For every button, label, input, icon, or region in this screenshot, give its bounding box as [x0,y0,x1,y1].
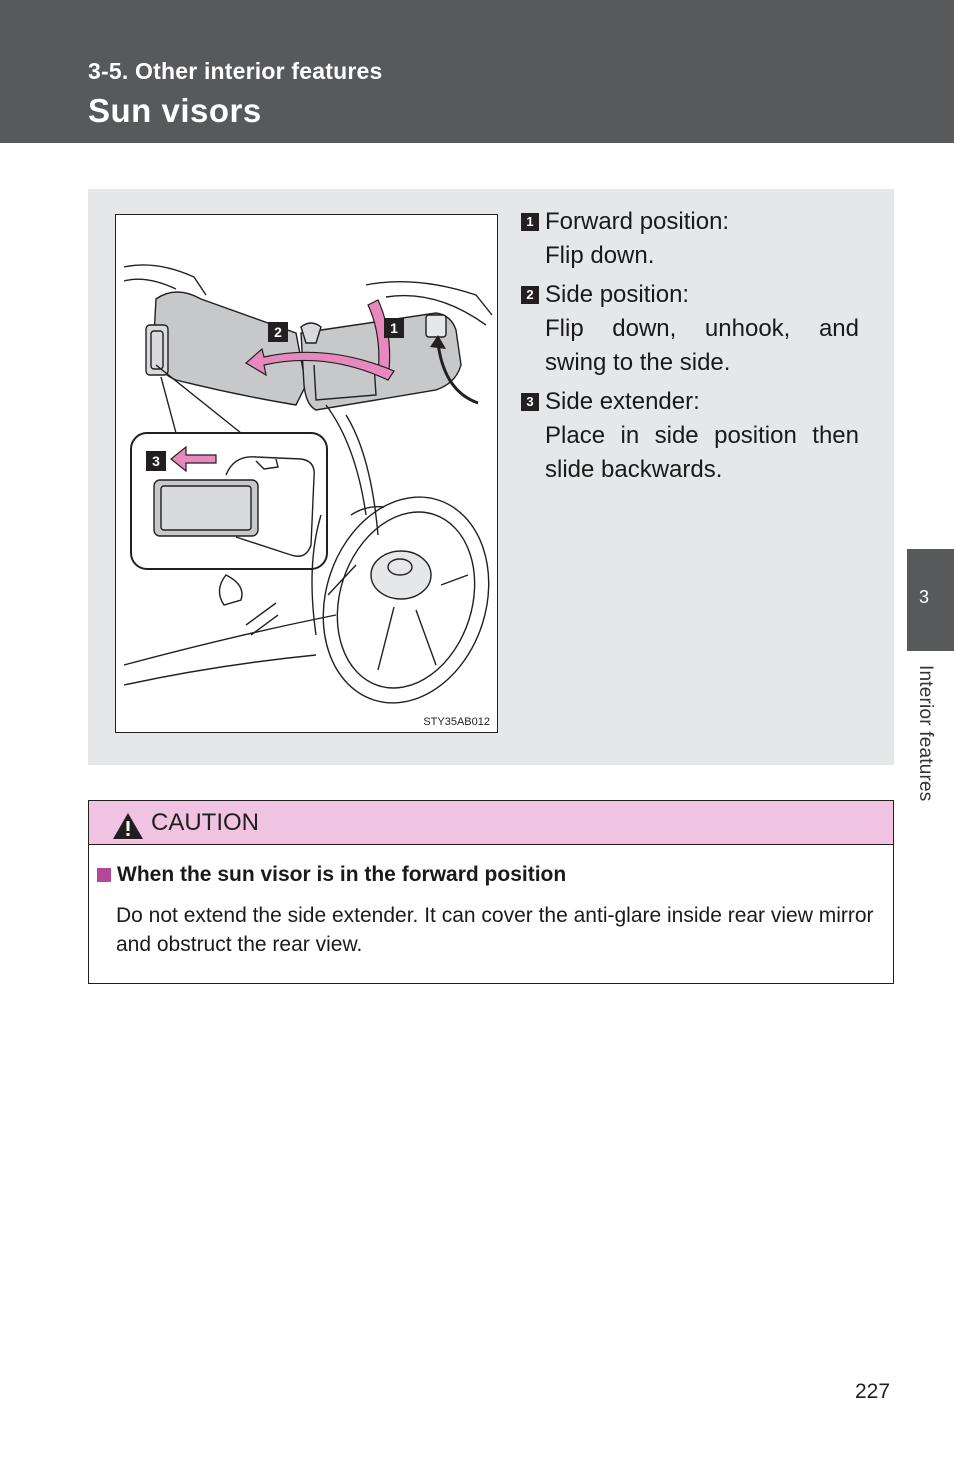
chapter-label: Interior features [915,665,936,802]
step-number-badge: 1 [521,213,539,231]
callout-2 [268,322,288,342]
chapter-number: 3 [918,587,929,607]
step-item [521,205,859,273]
step-body: Place in side position then slide backwards. [545,422,859,483]
svg-text:2: 2 [274,324,282,340]
car-interior-drawing [116,215,497,732]
page-title: Sun visors [88,92,262,129]
step-body: Flip down, unhook, and swing to the side. [545,315,859,376]
step-number-badge: 3 [521,393,539,411]
caution-label: CAUTION [151,809,259,836]
caution-box [88,800,894,984]
caution-subheading [97,863,566,887]
square-bullet-icon [97,868,111,882]
step-heading: Side position: [545,281,690,308]
steps-list [521,205,859,487]
page-number: 227 [855,1380,891,1403]
svg-text:3: 3 [152,453,160,469]
step-number-badge: 2 [521,286,539,304]
warning-triangle-icon [112,812,144,840]
chapter-tab [907,549,954,651]
step-item [521,385,859,487]
step-body: Flip down. [545,242,655,269]
callout-1 [384,318,404,338]
illustration-panel [88,189,894,765]
sun-visor-illustration [115,214,498,733]
caution-header [89,801,893,845]
step-heading: Side extender: [545,388,700,415]
step-item [521,278,859,380]
svg-text:1: 1 [390,320,398,336]
section-title: 3-5. Other interior features [88,58,383,84]
caution-subheading-text: When the sun visor is in the forward position [117,863,567,886]
callout-3 [146,451,166,471]
figure-code: STY35AB012 [423,716,490,728]
step-heading: Forward position: [545,208,730,235]
caution-text: Do not extend the side extender. It can cover the anti-glare inside rear view mirror and obstruct the rear view. [116,904,874,956]
page-header [0,0,954,143]
